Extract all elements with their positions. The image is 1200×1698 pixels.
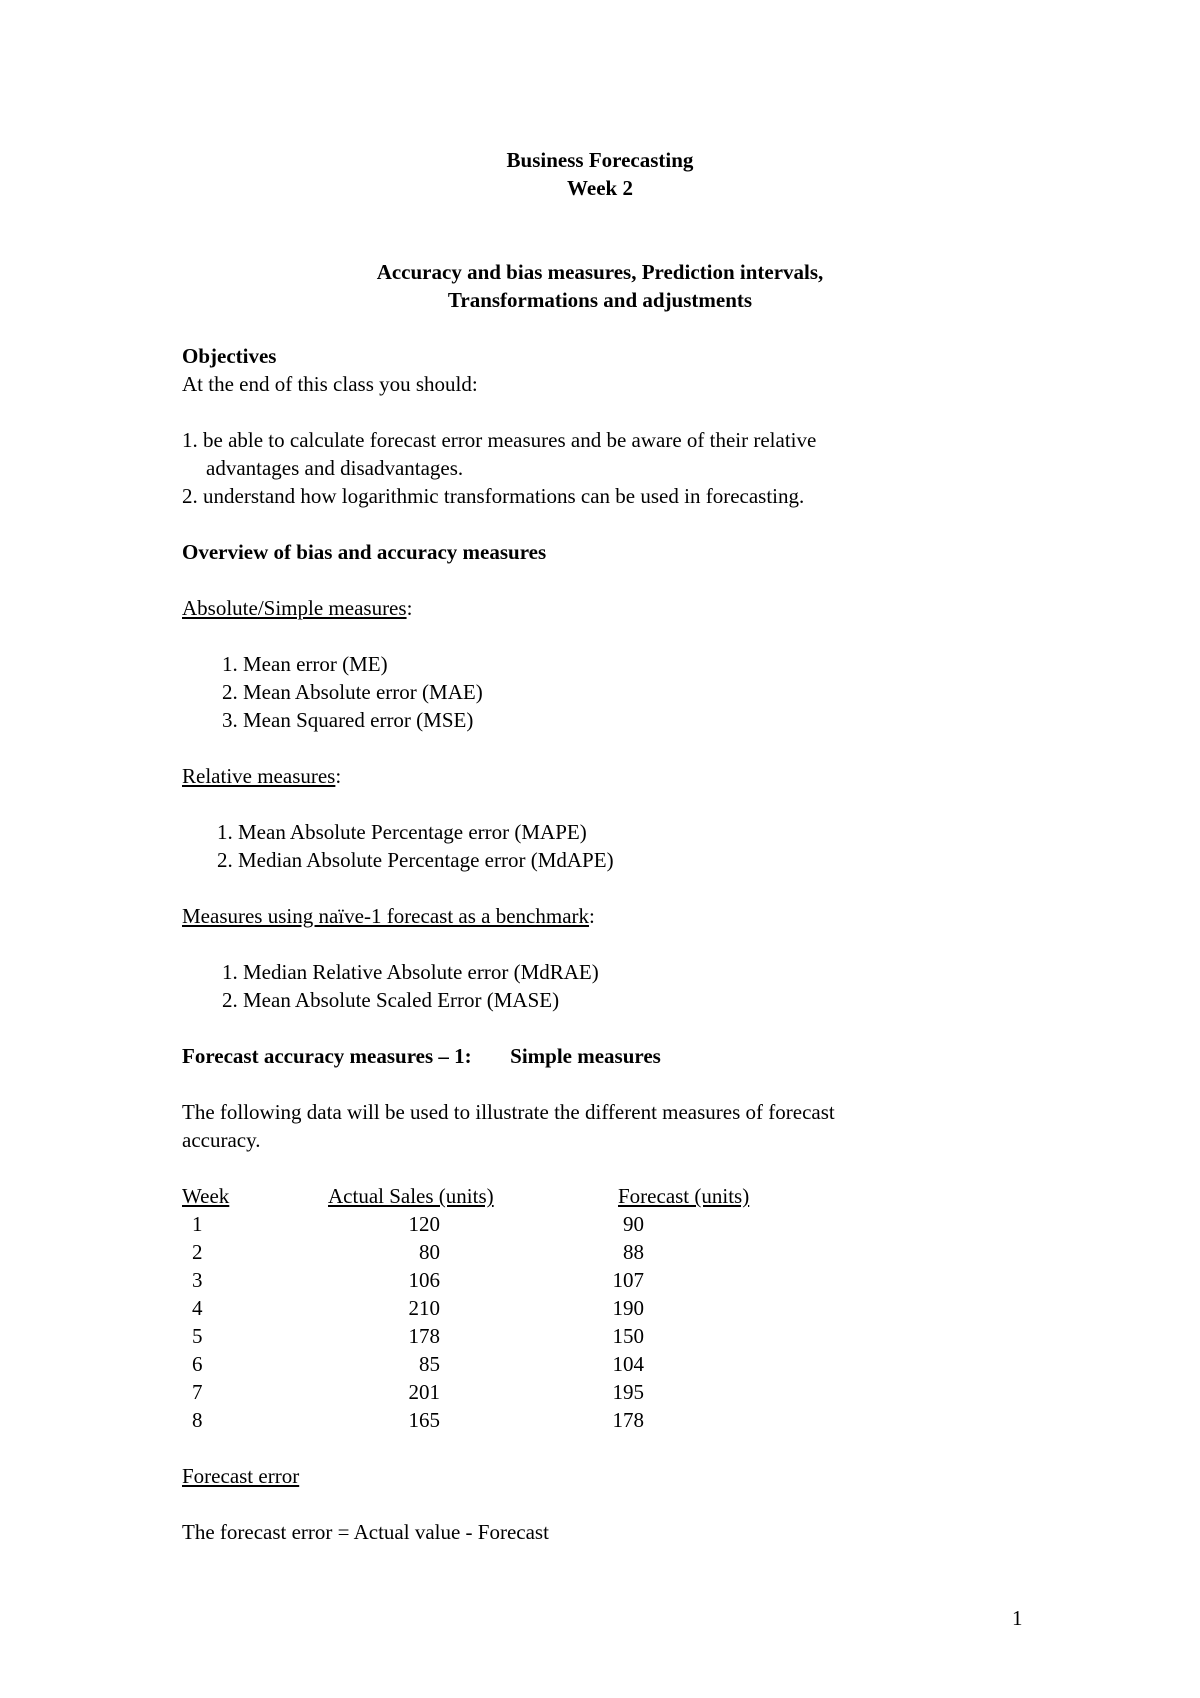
absolute-measures-label-text: Absolute/Simple measures xyxy=(182,596,407,620)
table-row-7-forecast: 195 xyxy=(612,1380,644,1404)
table-row-1-forecast: 90 xyxy=(623,1212,644,1236)
document-title: Business Forecasting xyxy=(506,148,694,172)
table-row-7-actual: 201 xyxy=(408,1380,440,1404)
document-week: Week 2 xyxy=(567,176,633,200)
table-row-2-actual: 80 xyxy=(419,1240,440,1264)
accuracy-paragraph-line1: The following data will be used to illustrate the different measures of forecast xyxy=(182,1100,835,1124)
relative-measure-item-2: 2. Median Absolute Percentage error (MdAPE) xyxy=(217,848,614,872)
objective-item-2 xyxy=(182,482,804,510)
document-subtitle-line2: Transformations and adjustments xyxy=(447,288,753,312)
relative-measures-label xyxy=(182,762,341,790)
table-row-1-actual: 120 xyxy=(408,1212,440,1236)
table-row-5-actual: 178 xyxy=(408,1324,440,1348)
table-row-4-actual: 210 xyxy=(408,1296,440,1320)
table-row-4-forecast: 190 xyxy=(612,1296,644,1320)
forecast-error-definition: The forecast error = Actual value - Forecast xyxy=(182,1520,549,1544)
forecast-error-label: Forecast error xyxy=(182,1464,300,1488)
objective-item-1 xyxy=(182,426,816,454)
objective-item-2-num: 2. xyxy=(182,484,198,508)
page-number: 1 xyxy=(1012,1606,1023,1630)
table-row-5-forecast: 150 xyxy=(612,1324,644,1348)
table-row-5-week: 5 xyxy=(192,1324,203,1348)
table-header-week: Week xyxy=(182,1184,230,1208)
table-row-6-forecast: 104 xyxy=(612,1352,644,1376)
table-row-3-forecast: 107 xyxy=(612,1268,644,1292)
absolute-measures-label xyxy=(182,594,412,622)
absolute-measure-item-2: 2. Mean Absolute error (MAE) xyxy=(222,680,483,704)
objective-item-1-num: 1. xyxy=(182,428,198,452)
objectives-heading: Objectives xyxy=(182,344,277,368)
absolute-measure-item-1: 1. Mean error (ME) xyxy=(222,652,388,676)
absolute-measure-item-3: 3. Mean Squared error (MSE) xyxy=(222,708,474,732)
relative-measures-colon: : xyxy=(335,764,342,788)
table-row-3-week: 3 xyxy=(192,1268,203,1292)
absolute-measures-colon: : xyxy=(406,596,413,620)
naive-measure-item-2: 2. Mean Absolute Scaled Error (MASE) xyxy=(222,988,560,1012)
overview-heading: Overview of bias and accuracy measures xyxy=(182,540,547,564)
table-row-6-actual: 85 xyxy=(419,1352,440,1376)
objective-item-1-continuation: advantages and disadvantages. xyxy=(206,456,464,480)
objective-item-2-text: understand how logarithmic transformations can be used in forecasting. xyxy=(203,484,805,508)
accuracy-heading-part2: Simple measures xyxy=(510,1044,661,1068)
table-header-forecast: Forecast (units) xyxy=(618,1184,750,1208)
table-row-4-week: 4 xyxy=(192,1296,203,1320)
relative-measure-item-1: 1. Mean Absolute Percentage error (MAPE) xyxy=(217,820,587,844)
table-header-actual: Actual Sales (units) xyxy=(328,1184,494,1208)
accuracy-heading xyxy=(182,1042,661,1070)
naive-measures-colon: : xyxy=(589,904,595,928)
table-row-8-actual: 165 xyxy=(408,1408,440,1432)
objective-item-1-text: be able to calculate forecast error measures and be aware of their relative xyxy=(203,428,817,452)
table-row-8-forecast: 178 xyxy=(612,1408,644,1432)
accuracy-heading-part1: Forecast accuracy measures – 1: xyxy=(182,1044,472,1068)
table-row-6-week: 6 xyxy=(192,1352,203,1376)
accuracy-paragraph-line2: accuracy. xyxy=(182,1128,261,1152)
table-row-3-actual: 106 xyxy=(408,1268,440,1292)
table-row-7-week: 7 xyxy=(192,1380,203,1404)
document-subtitle-line1: Accuracy and bias measures, Prediction intervals, xyxy=(376,260,824,284)
naive-measures-label xyxy=(182,902,595,930)
table-row-2-week: 2 xyxy=(192,1240,203,1264)
table-row-8-week: 8 xyxy=(192,1408,203,1432)
objectives-intro: At the end of this class you should: xyxy=(182,372,478,396)
table-row-1-week: 1 xyxy=(192,1212,203,1236)
naive-measures-label-text: Measures using naïve-1 forecast as a benchmark xyxy=(182,904,590,928)
naive-measure-item-1: 1. Median Relative Absolute error (MdRAE) xyxy=(222,960,599,984)
relative-measures-label-text: Relative measures xyxy=(182,764,336,788)
table-row-2-forecast: 88 xyxy=(623,1240,644,1264)
